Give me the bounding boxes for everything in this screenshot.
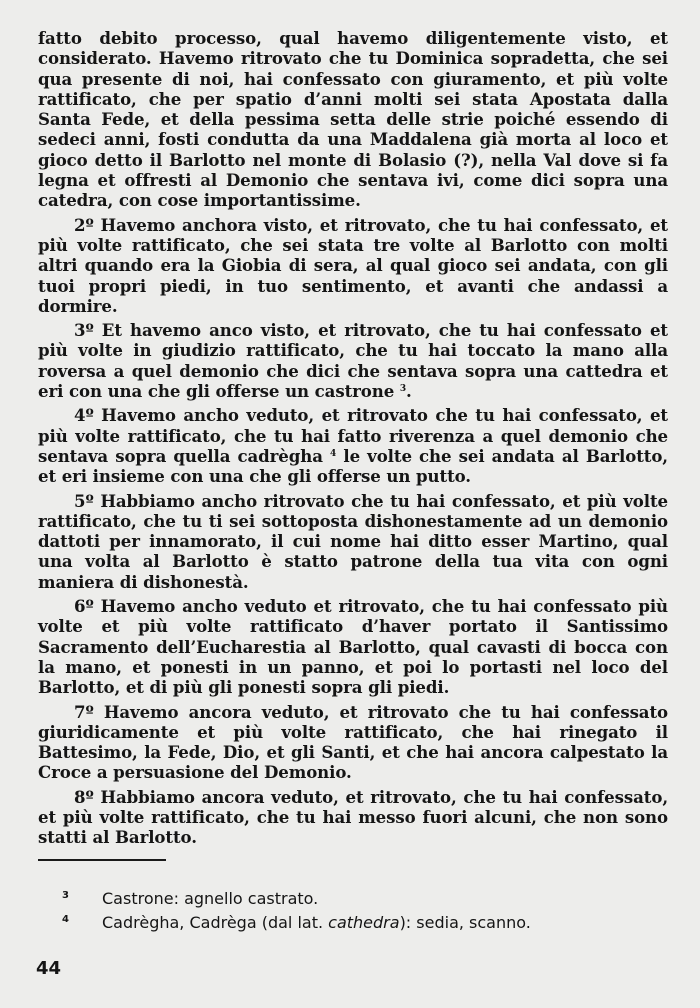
footnote-italic-term: cathedra bbox=[328, 913, 400, 932]
footnote-text: Castrone: agnello castrato. bbox=[102, 889, 319, 908]
footnote-text bbox=[102, 911, 531, 935]
paragraph-number: 7º bbox=[74, 701, 94, 722]
paragraph-7 bbox=[38, 702, 668, 783]
paragraph-number: 5º bbox=[74, 490, 94, 511]
paragraph-6 bbox=[38, 596, 668, 697]
main-text bbox=[38, 28, 668, 848]
paragraph-4 bbox=[38, 405, 668, 486]
paragraph-number: 8º bbox=[74, 786, 94, 807]
page-number: 44 bbox=[36, 958, 62, 979]
paragraph-text: Havemo ancora veduto, et ritrovato che tu hai confessato giuridicamente et più volte rattificato, che hai rinegato il Battesimo, la Fede, Dio, et gli Santi, et che hai ancora calpestato la Croce a persuasione del Demonio. bbox=[38, 701, 668, 783]
paragraph-text: Habbiamo ancora veduto, et ritrovato, che tu hai confessato, et più volte rattificato, che tu hai messo fuori alcuni, che non sono statti al Barlotto. bbox=[38, 786, 668, 848]
paragraph-text: fatto debito processo, qual havemo diligentemente visto, et considerato. Havemo ritrovato che tu Dominica sopradetta, che sei qua presente di noi, hai confessato con giuramento, et più volte rattificato, che per spatio d’anni molti sei stata Apostata dalla Santa Fede, et della pessima setta delle strie poiché essendo di sedeci anni, fosti condutta da una Maddalena già morta al loco et gioco detto il Barlotto nel monte di Bolasio (?), nella Val dove si fa legna et offresti al Demonio che sentava ivi, come dici sopra una catedra, con cose importantissime. bbox=[38, 28, 668, 211]
paragraph-text: Habbiamo ancho ritrovato che tu hai confessato, et più volte rattificato, che tu ti sei sottoposta dishonestamente ad un demonio dattoti per innamorato, il cui nome hai ditto esser Martino, qual una volta al Barlotto è statto patrone della tua vita con ogni maniera di dishonestà. bbox=[38, 490, 668, 592]
footnote-separator bbox=[38, 859, 166, 861]
paragraph-text: Et havemo anco visto, et ritrovato, che tu hai confessato et più volte in giudizio rattificato, che tu hai toccato la mano alla roversa a quel demonio che dici che sentava sopra una cattedra et eri con una che gli offerse un castrone bbox=[38, 320, 668, 402]
footnote-number: 4 bbox=[62, 914, 69, 925]
paragraph-number: 3º bbox=[74, 320, 94, 341]
paragraph-number: 4º bbox=[74, 405, 94, 426]
paragraph-text: Havemo ancho veduto et ritrovato, che tu hai confessato più volte et più volte rattificato d’haver portato il Santissimo Sacramento dell’Eucharestia al Barlotto, qual cavasti di bocca con la mano, et ponesti in un panno, et poi lo portasti nel loco del Barlotto, et di più gli ponesti sopra gli piedi. bbox=[38, 596, 668, 698]
footnote-reference[interactable]: 4 bbox=[330, 448, 337, 459]
paragraph-text: Havemo ancho veduto, et ritrovato che tu hai confessato, et più volte rattificato, che tu hai fatto riverenza a quel demonio che sentava sopra quella cadrègha bbox=[38, 405, 668, 466]
paragraph-8 bbox=[38, 787, 668, 848]
footnotes bbox=[38, 887, 658, 935]
paragraph-3: 3º Et havemo anco visto, et ritrovato, che tu hai confessato et più volte in giudizio rattificato, che tu hai toccato la mano alla roversa a quel demonio che dici che sentava sopra una cattedra et eri con una che gli offerse un castrone $^3$. bbox=[38, 320, 668, 402]
paragraph-number: 2º bbox=[74, 214, 94, 235]
footnote-3 bbox=[38, 887, 658, 911]
paragraph-text-after: le volte che sei andata al Barlotto, et eri insieme con una che gli offerse un putto. bbox=[38, 445, 668, 487]
footnote-4 bbox=[38, 911, 658, 935]
paragraph-5 bbox=[38, 491, 668, 592]
paragraph-1 bbox=[38, 28, 668, 211]
footnote-reference[interactable]: 3 bbox=[399, 384, 407, 395]
paragraph-2 bbox=[38, 215, 668, 316]
footnote-text-before: Cadrègha, Cadrèga (dal lat. bbox=[102, 913, 329, 932]
footnote-number: 3 bbox=[62, 890, 69, 901]
paragraph-text: Havemo anchora visto, et ritrovato, che tu hai confessato, et più volte rattificato, che sei stata tre volte al Barlotto con molti altri quando era la Giobia di sera, al qual gioco sei andata, con gli tuoi propri piedi, in tuo sentimento, et avanti che andassi a dormire. bbox=[38, 214, 668, 316]
footnote-text-after: ): sedia, scanno. bbox=[399, 913, 531, 932]
paragraph-number: 6º bbox=[74, 596, 94, 617]
